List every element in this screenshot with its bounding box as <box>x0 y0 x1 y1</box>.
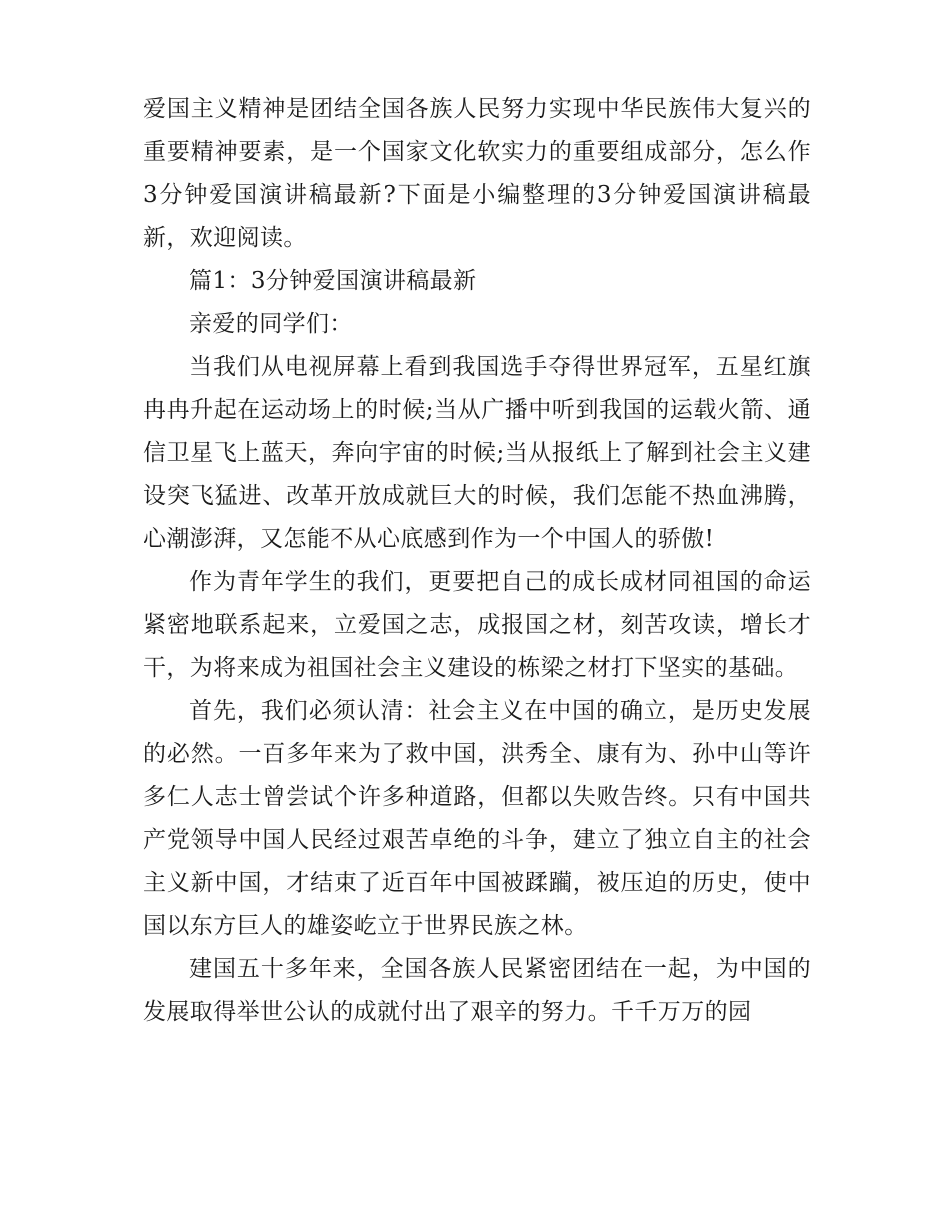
body-paragraph: 作为青年学生的我们，更要把自己的成长成材同祖国的命运紧密地联系起来，立爱国之志，成报国之材，刻苦攻读，增长才干，为将来成为祖国社会主义建设的栋梁之材打下坚实的基础。 <box>143 569 811 681</box>
intro-paragraph: 爱国主义精神是团结全国各族人民努力实现中华民族伟大复兴的重要精神要素，是一个国家文化软实力的重要组成部分，怎么作3分钟爱国演讲稿最新?下面是小编整理的3分钟爱国演讲稿最新，欢迎阅读。 <box>143 96 811 251</box>
body-paragraph: 当我们从电视屏幕上看到我国选手夺得世界冠军，五星红旗冉冉升起在运动场上的时候;当从广播中听到我国的运载火箭、通信卫星飞上蓝天，奔向宇宙的时候;当从报纸上了解到社会主义建设突飞猛进、改革开放成就巨大的时候，我们怎能不热血沸腾，心潮澎湃，又怎能不从心底感到作为一个中国人的骄傲! <box>143 354 811 552</box>
body-paragraph: 首先，我们必须认清：社会主义在中国的确立，是历史发展的必然。一百多年来为了救中国，洪秀全、康有为、孙中山等许多仁人志士曾尝试个许多种道路，但都以失败告终。只有中国共产党领导中国人民经过艰苦卓绝的斗争，建立了独立自主的社会主义新中国，才结束了近百年中国被蹂躏，被压迫的历史，使中国以东方巨人的雄姿屹立于世界民族之林。 <box>143 698 811 939</box>
body-paragraph: 建国五十多年来，全国各族人民紧密团结在一起，为中国的发展取得举世公认的成就付出了艰辛的努力。千千万万的园 <box>143 956 811 1025</box>
salutation: 亲爱的同学们： <box>189 311 353 337</box>
section-heading: 篇1：3分钟爱国演讲稿最新 <box>189 268 477 294</box>
document-page <box>143 88 811 1034</box>
